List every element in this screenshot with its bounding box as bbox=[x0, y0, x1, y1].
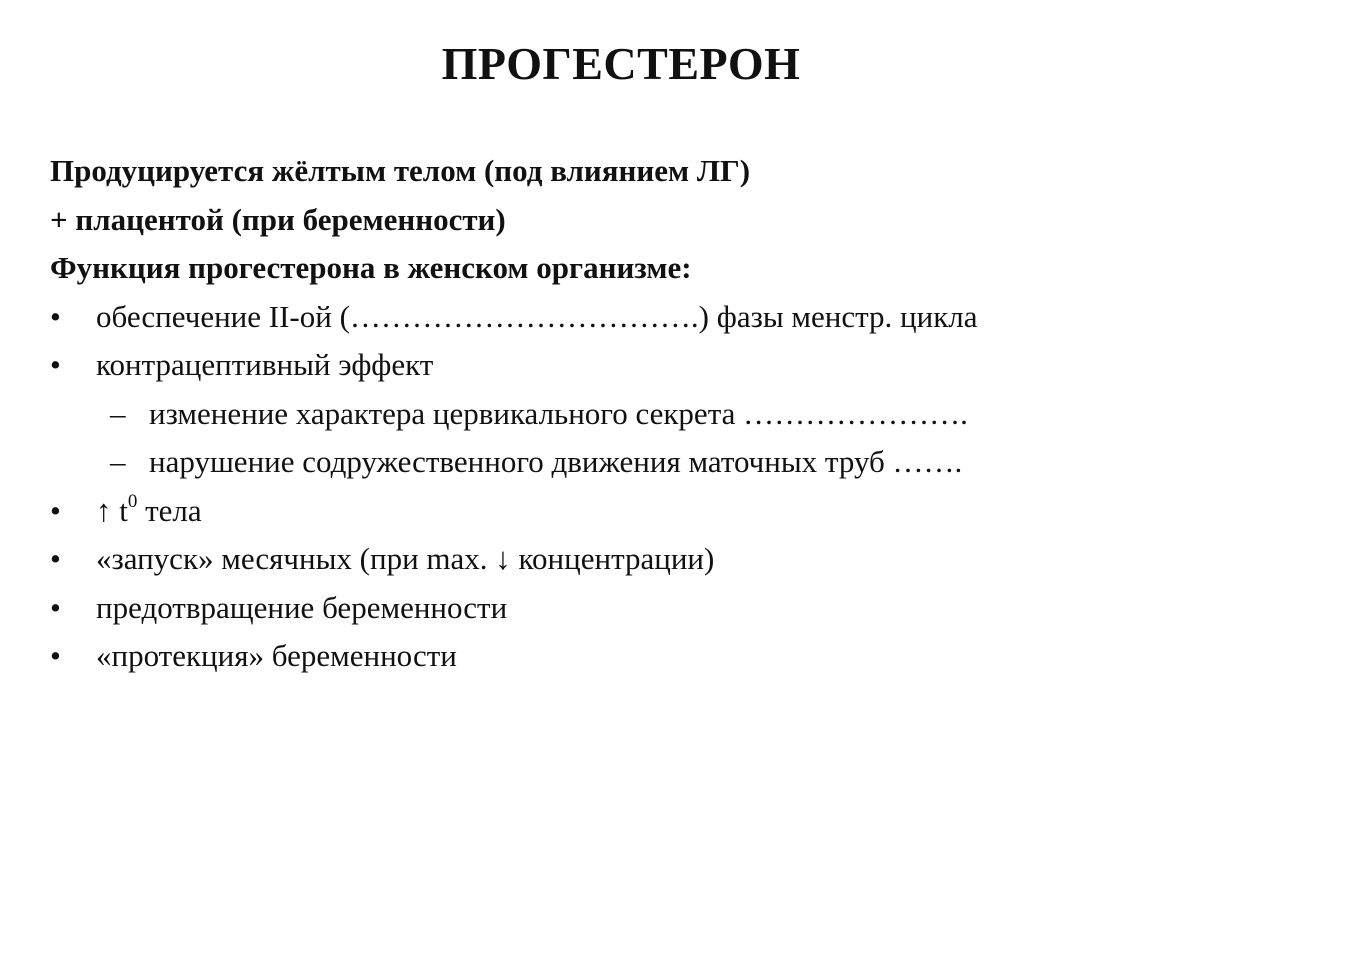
list-item-text: «протекция» беременности bbox=[96, 638, 457, 673]
list-item-text: «запуск» месячных (при max. ↓ концентрации) bbox=[96, 541, 715, 576]
list-item bbox=[50, 535, 1310, 584]
list-item bbox=[50, 341, 1310, 390]
bullet-icon: • bbox=[50, 638, 61, 673]
intro-line-function-heading: Функция прогестерона в женском организме: bbox=[50, 250, 692, 285]
bullet-icon: • bbox=[50, 492, 61, 528]
list-item-text: предотвращение беременности bbox=[96, 589, 508, 625]
list-item-text: контрацептивный эффект bbox=[96, 347, 434, 382]
superscript-zero: 0 bbox=[127, 491, 138, 513]
sub-list-item bbox=[50, 390, 1310, 439]
list-item bbox=[50, 293, 1310, 342]
list-item bbox=[50, 487, 1310, 536]
dash-icon: – bbox=[110, 395, 126, 431]
sub-list-item-text: нарушение содружественного движения маточных труб ……. bbox=[149, 444, 963, 479]
list-item-text: обеспечение II-ой (…………………………….) фазы менстр. цикла bbox=[96, 298, 978, 334]
intro-line-placenta: + плацентой (при беременности) bbox=[50, 201, 506, 237]
bullet-icon: • bbox=[50, 347, 61, 382]
dash-icon: – bbox=[110, 444, 126, 479]
bullet-icon: • bbox=[50, 298, 61, 334]
sub-list-item-text: изменение характера цервикального секрета …………………. bbox=[149, 395, 968, 431]
slide-body bbox=[50, 147, 1310, 681]
sub-list-item bbox=[50, 438, 1310, 487]
list-item-text-suffix: тела bbox=[137, 492, 202, 528]
bullet-icon: • bbox=[50, 589, 61, 625]
intro-line-producer: Продуцируется жёлтым телом (под влиянием ЛГ) bbox=[50, 153, 751, 188]
list-item-text-prefix: ↑ t bbox=[96, 492, 128, 528]
bullet-icon: • bbox=[50, 541, 61, 576]
page-title: ПРОГЕСТЕРОН bbox=[441, 38, 801, 89]
list-item bbox=[50, 584, 1310, 633]
list-item bbox=[50, 632, 1310, 681]
